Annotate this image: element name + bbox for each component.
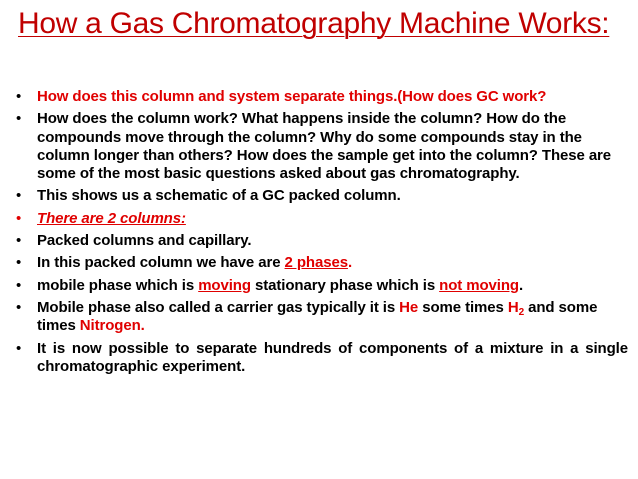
bullet-text: mobile phase which is: [37, 276, 199, 294]
bullet-dot-icon: •: [16, 88, 22, 105]
bullet-text: In this packed column we have are: [37, 254, 285, 272]
highlight-moving: moving: [198, 276, 251, 294]
highlight-nitrogen: Nitrogen.: [79, 317, 145, 335]
bullet-text: There are 2 columns:: [37, 209, 186, 227]
bullet-item: [0, 187, 638, 205]
bullet-text: It is now possible to separate hundreds of components of a mixture in a single chromatographic experiment.: [37, 339, 628, 375]
highlight-helium: He: [399, 298, 419, 316]
bullet-dot-icon: •: [16, 298, 22, 316]
bullet-dot-icon: •: [16, 187, 22, 205]
bullet-text: How does the column work? What happens inside the column? How do the compounds move through the column? Why do some compounds stay in the column longer than others? How does the sample get into the column? These are some of the most basic questions asked about gas chromatography.: [37, 110, 612, 183]
highlight-not-moving: not moving: [439, 276, 519, 294]
bullet-item: [0, 232, 638, 250]
bullet-dot-icon: •: [16, 339, 22, 357]
bullet-item: [0, 210, 638, 228]
bullet-item: [0, 110, 638, 183]
bullet-text-mid: stationary phase which is: [250, 276, 440, 294]
bullet-text-mid: some times: [418, 298, 508, 316]
bullet-text: Packed columns and capillary.: [37, 232, 252, 250]
bullet-list: [0, 88, 638, 380]
bullet-dot-icon: •: [16, 276, 22, 294]
bullet-text: Mobile phase also called a carrier gas typically it is: [37, 298, 400, 316]
bullet-dot-icon: •: [16, 254, 22, 272]
bullet-item: [0, 299, 638, 336]
hydrogen-symbol: H: [507, 298, 519, 316]
bullet-text-end: .: [347, 254, 353, 272]
bullet-text-mid2: and some times: [37, 298, 598, 335]
bullet-dot-icon: •: [16, 232, 22, 250]
bullet-item: [0, 277, 638, 295]
bullet-text-end: .: [518, 276, 524, 294]
highlight-phases: 2 phases: [284, 254, 348, 272]
bullet-item: [0, 340, 638, 377]
bullet-text: How does this column and system separate things.(How does GC work?: [37, 88, 547, 105]
bullet-dot-icon: •: [16, 209, 22, 227]
highlight-hydrogen: [508, 299, 524, 316]
bullet-text: This shows us a schematic of a GC packed column.: [37, 187, 401, 205]
slide-title: How a Gas Chromatography Machine Works:: [18, 7, 610, 40]
bullet-item: [0, 88, 638, 106]
bullet-item: [0, 254, 638, 272]
bullet-dot-icon: •: [16, 110, 22, 128]
hydrogen-subscript: 2: [518, 306, 525, 318]
